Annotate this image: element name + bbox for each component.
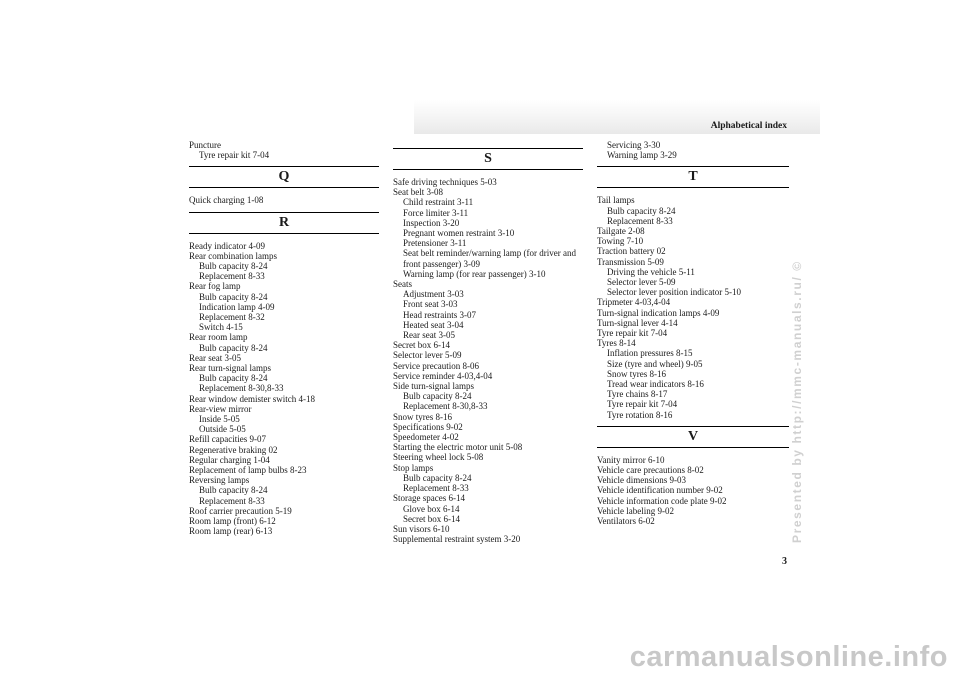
index-entry: Rear fog lamp — [189, 281, 241, 292]
index-entry: Rear seat 3-05 — [189, 352, 241, 363]
index-entry: Vanity mirror 6-10 — [597, 454, 665, 465]
index-subentry: Selector lever position indicator 5-10 — [607, 287, 741, 298]
index-entry: Specifications 9-02 — [393, 421, 463, 432]
index-subentry: Pretensioner 3-11 — [403, 238, 467, 249]
index-subentry: Replacement 8-33 — [403, 483, 469, 494]
index-entry: Snow tyres 8-16 — [393, 411, 452, 422]
index-subentry: Outside 5-05 — [199, 424, 246, 435]
index-entry: Roof carrier precaution 5-19 — [189, 505, 292, 516]
index-entry: Room lamp (rear) 6-13 — [189, 526, 273, 537]
index-entry: Supplemental restraint system 3-20 — [393, 534, 521, 545]
index-entry: Puncture — [189, 140, 221, 150]
index-subentry: Bulb capacity 8-24 — [199, 261, 268, 272]
index-subentry: Bulb capacity 8-24 — [199, 485, 268, 496]
index-subentry: Tyre repair kit 7-04 — [199, 150, 270, 161]
index-column-3 — [597, 140, 789, 526]
index-entry: Traction battery 02 — [597, 246, 666, 257]
index-entry: Replacement of lamp bulbs 8-23 — [189, 465, 307, 476]
index-entry: Ready indicator 4-09 — [189, 240, 265, 251]
index-subentry: Indication lamp 4-09 — [199, 301, 275, 312]
section-heading-v: V — [597, 426, 789, 448]
index-entry: Vehicle care precautions 8-02 — [597, 465, 704, 476]
index-subentry: Replacement 8-33 — [199, 271, 265, 282]
index-entry: Towing 7-10 — [597, 236, 644, 247]
index-subentry: Servicing 3-30 — [607, 140, 661, 150]
index-entry: Rear combination lamps — [189, 250, 277, 261]
index-entry: Seats — [393, 279, 412, 290]
index-entry: Quick charging 1-08 — [189, 195, 264, 206]
index-entry: Sun visors 6-10 — [393, 523, 450, 534]
index-subentry: Warning lamp (for rear passenger) 3-10 — [403, 268, 546, 279]
index-entry: Storage spaces 6-14 — [393, 493, 465, 504]
index-subentry: Bulb capacity 8-24 — [199, 342, 268, 353]
index-entry: Turn-signal indication lamps 4-09 — [597, 307, 720, 318]
index-entry: Tripmeter 4-03,4-04 — [597, 297, 671, 308]
index-subentry: Replacement 8-30,8-33 — [403, 401, 488, 412]
index-entry: Tyre repair kit 7-04 — [597, 328, 668, 339]
index-subentry: Bulb capacity 8-24 — [607, 205, 676, 216]
index-entry: Vehicle identification number 9-02 — [597, 485, 723, 496]
index-entry: Service reminder 4-03,4-04 — [393, 370, 493, 381]
bottom-watermark: carmanualsonline.info — [629, 641, 948, 673]
index-entry: Reversing lamps — [189, 475, 250, 486]
index-subentry: Glove box 6-14 — [403, 503, 460, 514]
index-subentry: Driving the vehicle 5-11 — [607, 266, 695, 277]
index-subentry: Inside 5-05 — [199, 414, 240, 425]
index-subentry: Head restraints 3-07 — [403, 309, 476, 320]
index-entry: Vehicle information code plate 9-02 — [597, 495, 727, 506]
index-entry: Rear window demister switch 4-18 — [189, 393, 315, 404]
index-subentry: Replacement 8-32 — [199, 312, 265, 323]
index-column-2 — [393, 148, 583, 544]
index-subentry: Switch 4-15 — [199, 322, 243, 333]
index-subentry: Size (tyre and wheel) 9-05 — [607, 358, 703, 369]
index-subentry: Tread wear indicators 8-16 — [607, 379, 704, 390]
section-heading-s: S — [393, 148, 583, 170]
index-subentry: Selector lever 5-09 — [607, 277, 676, 288]
index-entry: Tyres 8-14 — [597, 338, 636, 349]
page-number: 3 — [782, 556, 787, 567]
index-subentry: Front seat 3-03 — [403, 299, 458, 310]
index-entry: Regenerative braking 02 — [189, 444, 278, 455]
index-entry: Starting the electric motor unit 5-08 — [393, 442, 523, 453]
page-header-title: Alphabetical index — [710, 121, 787, 131]
index-subentry: Child restraint 3-11 — [403, 197, 474, 208]
index-subentry: Inflation pressures 8-15 — [607, 348, 693, 359]
section-heading-q: Q — [189, 166, 379, 188]
index-entry: Tail lamps — [597, 195, 635, 206]
index-entry: Room lamp (front) 6-12 — [189, 516, 276, 527]
index-entry: Side turn-signal lamps — [393, 381, 474, 392]
index-entry: Regular charging 1-04 — [189, 454, 270, 465]
section-heading-t: T — [597, 166, 789, 188]
index-column-1 — [189, 140, 379, 537]
index-entry: Refill capacities 9-07 — [189, 434, 266, 445]
index-entry: Secret box 6-14 — [393, 340, 450, 351]
index-subentry: Bulb capacity 8-24 — [403, 472, 472, 483]
index-entry: Safe driving techniques 5-03 — [393, 177, 497, 187]
index-subentry: Rear seat 3-05 — [403, 330, 455, 341]
index-entry: Vehicle dimensions 9-03 — [597, 475, 686, 486]
index-subentry: Bulb capacity 8-24 — [199, 373, 268, 384]
index-entry: Tailgate 2-08 — [597, 226, 645, 237]
index-subentry: Force limiter 3-11 — [403, 207, 469, 218]
index-entry: Rear-view mirror — [189, 403, 252, 414]
index-subentry: Bulb capacity 8-24 — [199, 291, 268, 302]
index-entry: Transmission 5-09 — [597, 256, 664, 267]
index-entry: Rear room lamp — [189, 332, 248, 343]
index-subentry: Inspection 3-20 — [403, 217, 460, 228]
index-subentry: Tyre chains 8-17 — [607, 389, 668, 400]
index-subentry: Secret box 6-14 — [403, 513, 460, 524]
index-subentry: Pregnant women restraint 3-10 — [403, 228, 515, 239]
index-entry: Steering wheel lock 5-08 — [393, 452, 484, 463]
index-entry: Stop lamps — [393, 462, 434, 473]
index-entry: Rear turn-signal lamps — [189, 363, 271, 374]
index-subentry: Bulb capacity 8-24 — [403, 391, 472, 402]
index-subentry: Replacement 8-30,8-33 — [199, 383, 284, 394]
index-entry: Seat belt 3-08 — [393, 187, 443, 198]
index-subentry: Replacement 8-33 — [199, 495, 265, 506]
index-entry: Ventilators 6-02 — [597, 516, 655, 527]
index-subentry: Tyre rotation 8-16 — [607, 409, 673, 420]
index-entry: Speedometer 4-02 — [393, 432, 459, 443]
index-subentry: Heated seat 3-04 — [403, 319, 464, 330]
side-watermark: Presented by http://mmc-manuals.ru/ © — [790, 260, 804, 543]
index-entry: Turn-signal lever 4-14 — [597, 317, 678, 328]
index-entry: Service precaution 8-06 — [393, 360, 479, 371]
index-subentry: Replacement 8-33 — [607, 215, 673, 226]
index-subentry: Seat belt reminder/warning lamp (for driver and front passenger) 3-09 — [403, 248, 576, 269]
index-subentry: Adjustment 3-03 — [403, 289, 464, 300]
index-subentry: Tyre repair kit 7-04 — [607, 399, 678, 410]
index-subentry: Snow tyres 8-16 — [607, 368, 666, 379]
index-entry: Vehicle labeling 9-02 — [597, 505, 674, 516]
index-subentry: Warning lamp 3-29 — [607, 150, 677, 161]
section-heading-r: R — [189, 212, 379, 234]
index-entry: Selector lever 5-09 — [393, 350, 462, 361]
